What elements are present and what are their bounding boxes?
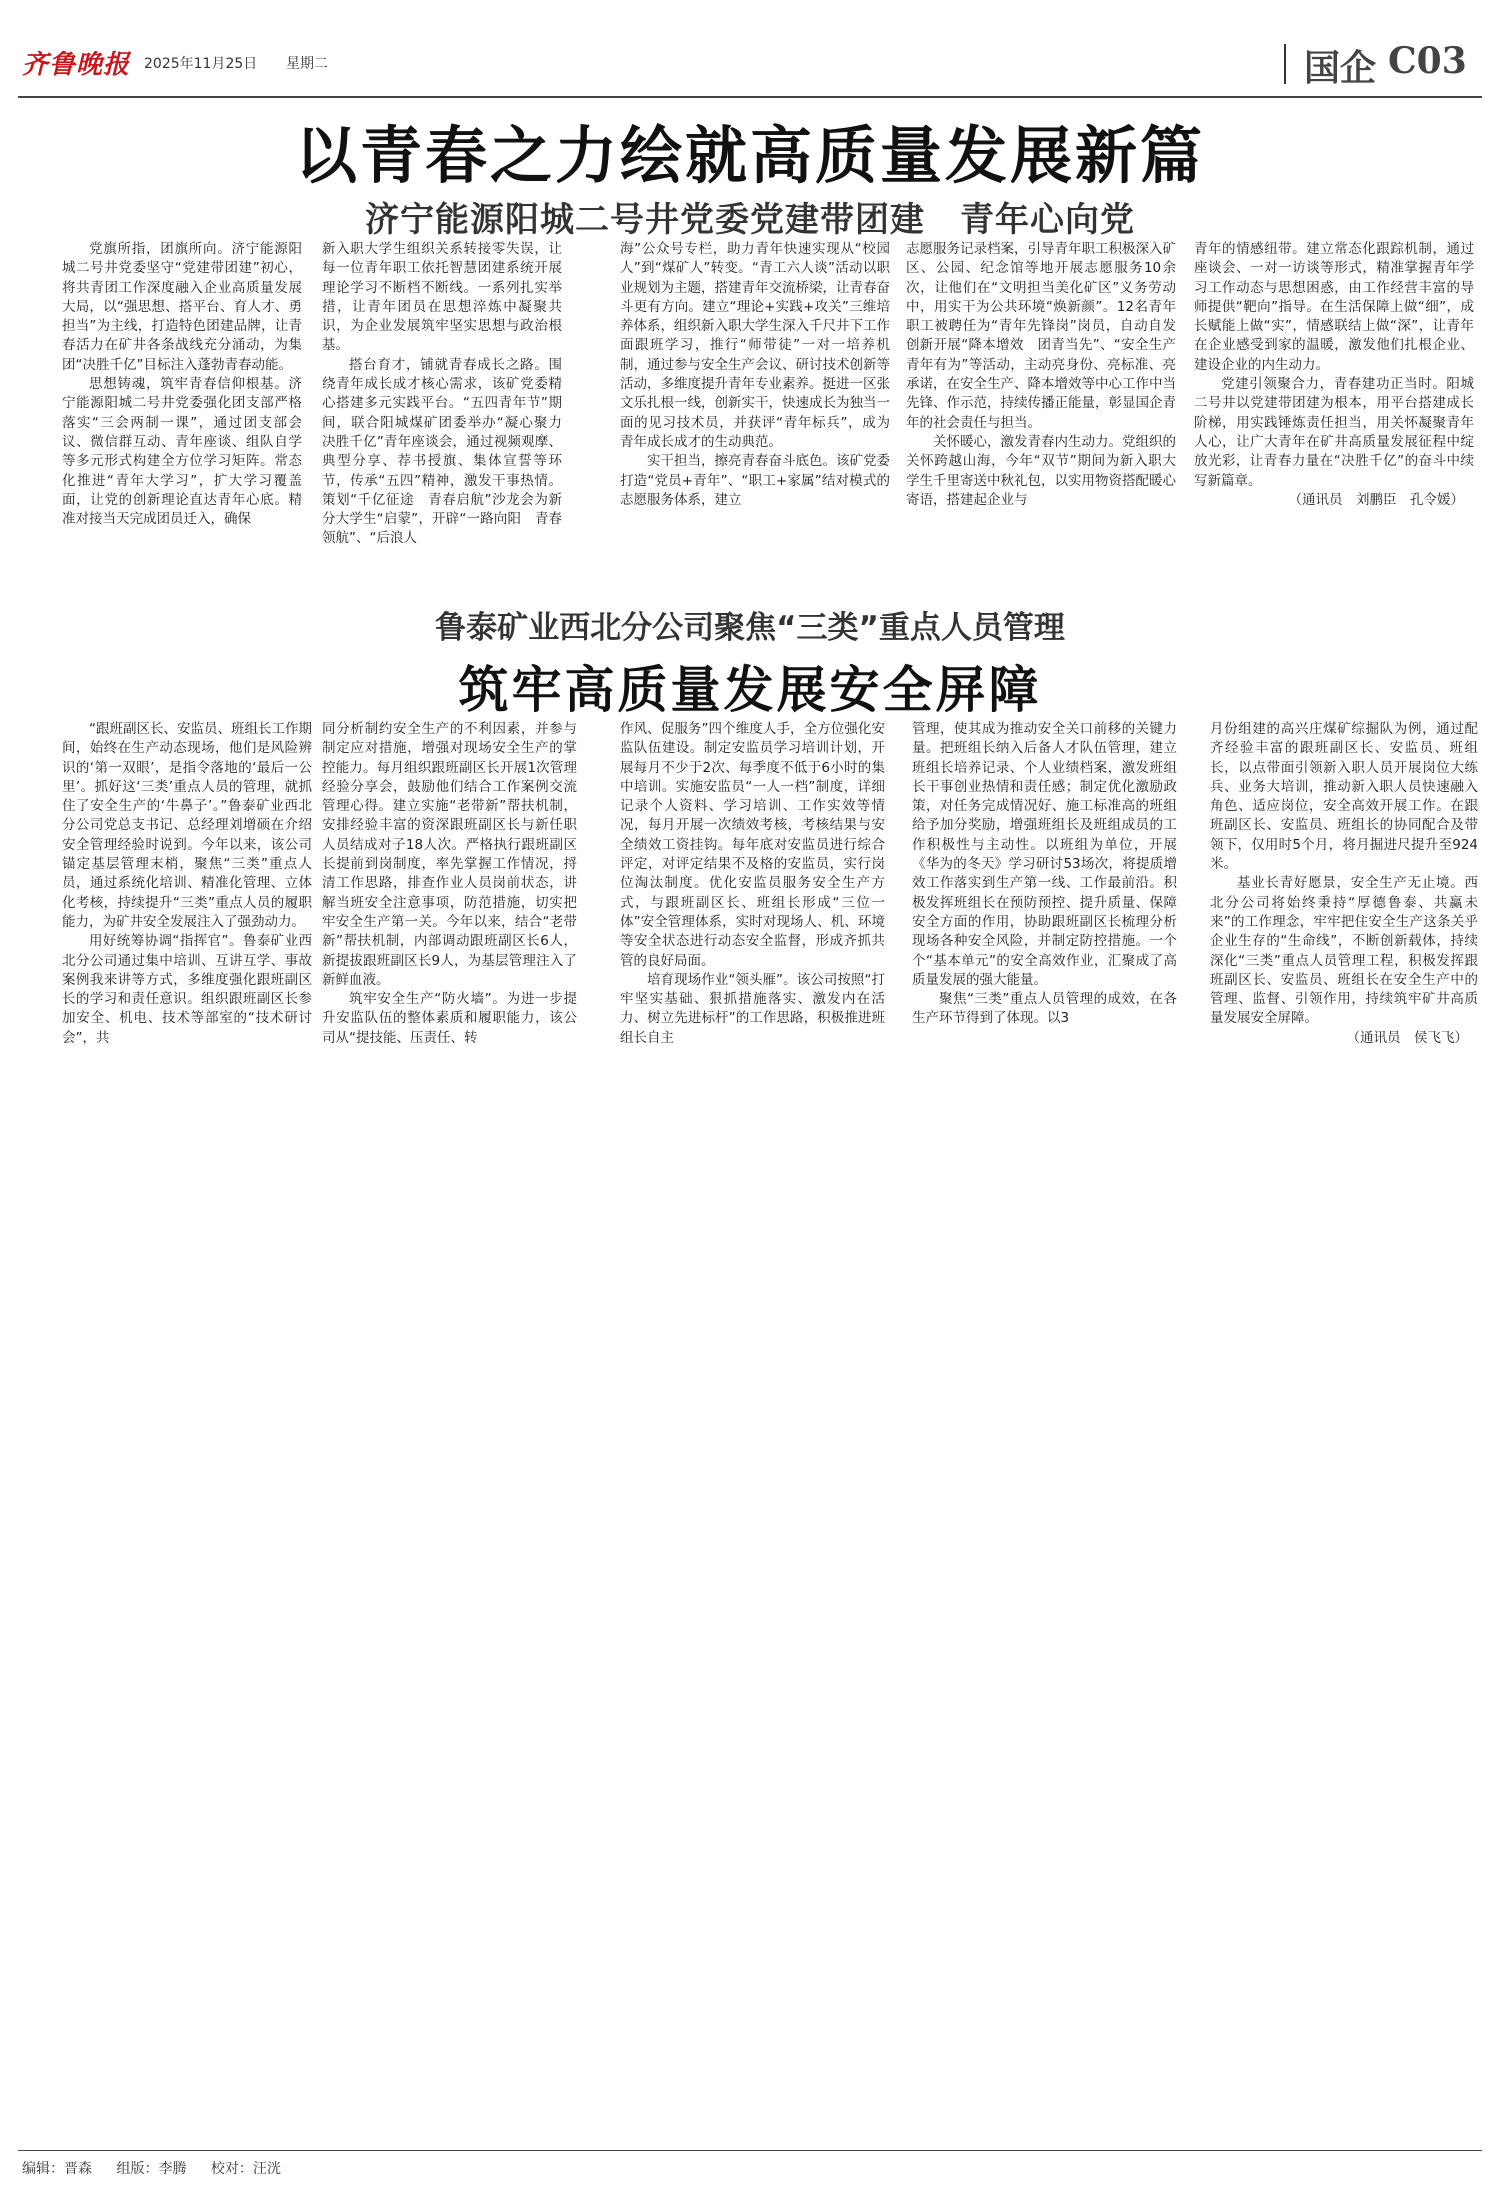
- article2-paragraph: 筑牢安全生产“防火墙”。为进一步提升安监队伍的整体素质和履职能力，该公司从“提技能、压责任、转: [322, 991, 577, 1046]
- section-name: 国企: [1304, 47, 1377, 89]
- editor-credit: 编辑：晋森: [22, 2161, 92, 2177]
- article2-column-1: [62, 720, 312, 1160]
- article1-paragraph: 搭台育才，铺就青春成长之路。围绕青年成长成才核心需求，该矿党委精心搭建多元实践平台。“五四青年节”期间，联合阳城煤矿团委举办“凝心聚力 决胜千亿”青年座谈会，通过视频观摩、典型分享、荐书授旗、集体宣誓等环节，传承“五四”精神，激发干事热情。策划“千亿征途 青春启航”沙龙会为新分大学生“启蒙”，开辟“一路向阳 青春领航”、“后浪人: [322, 356, 576, 547]
- article2-byline: （通讯员 侯飞飞）: [1346, 1029, 1468, 1046]
- article2-paragraph: “跟班副区长、安监员、班组长工作期间，始终在生产动态现场，他们是风险辨识的‘第一双眼’，是指令落地的‘最后一公里’。抓好这‘三类’重点人员的管理，就抓住了安全生产的‘牛鼻子’。”鲁泰矿业西北分公司党总支书记、总经理刘增硕在介绍安全管理经验时说到。今年以来，该公司锚定基层管理末梢，聚焦“三类”重点人员，通过系统化培训、精准化管理、立体化考核，持续提升“三类”重点人员的履职能力，为矿井安全发展注入了强劲动力。: [62, 721, 312, 930]
- proof-credit: 校对：汪洸: [210, 2161, 281, 2177]
- masthead: [18, 40, 1482, 92]
- article1-column-1: [62, 240, 302, 600]
- article2-paragraph: 管理，使其成为推动安全关口前移的关键力量。把班组长纳入后备人才队伍管理，建立班组长培养记录、个人业绩档案，激发班组长干事创业热情和责任感；制定优化激励政策，对任务完成情况好、施工标准高的班组给予加分奖励，增强班组长及班组成员的工作积极性与主动性。以班组为单位，开展《华为的冬天》学习研讨53场次，将提质增效工作落实到生产第一线、工作最前沿。积极发挥班组长在预防预控、提升质量、保障安全方面的作用，协助跟班副区长梳理分析现场各种安全风险，并制定防控措施。一个个“基本单元”的安全高效作业，汇聚成了高质量发展的强大能量。: [912, 721, 1177, 988]
- article2-column-5: [1210, 720, 1478, 1160]
- article1-subtitle: 济宁能源阳城二号井党委党建带团建 青年心向党: [365, 200, 1135, 240]
- article1-paragraph: 志愿服务记录档案，引导青年职工积极深入矿区、公园、纪念馆等地开展志愿服务10余次，让他们在“文明担当美化矿区”义务劳动中，用实干为公共环境“焕新颜”。12名青年职工被聘任为“青年先锋岗”岗员，自动自发创新开展“降本增效 团青当先”、“安全生产 青年有为”等活动，主动亮身份、亮标准、亮承诺，在安全生产、降本增效等中心工作中当先锋、作示范，持续传播正能量，彰显国企青年的社会责任与担当。: [906, 241, 1190, 431]
- article2-paragraph: 聚焦“三类”重点人员管理的成效，在各生产环节得到了体现。以3: [912, 991, 1177, 1027]
- article1-column-4: [906, 240, 1190, 600]
- article2-column-4: [912, 720, 1177, 1160]
- article2-paragraph: 月份组建的高兴庄煤矿综掘队为例，通过配齐经验丰富的跟班副区长、安监员、班组长，以点带面引领新入职人员开展岗位大练兵、业务大培训，推动新入职人员快速融入角色、适应岗位，安全高效开展工作。在跟班副区长、安监员、班组长的协同配合及带领下，仅用时5个月，将月掘进尺提升至924米。: [1210, 721, 1478, 873]
- article1-column-5: [1194, 240, 1474, 600]
- article1-paragraph: 思想铸魂，筑牢青春信仰根基。济宁能源阳城二号井党委强化团支部严格落实“三会两制一课”，通过团支部会议、微信群互动、青年座谈、组队自学等多元形式构建全方位学习矩阵。常态化推进“青年大学习”，扩大学习覆盖面，让党的创新理论直达青年心底。精准对接当天完成团员迁入，确保: [62, 376, 302, 528]
- article2-paragraph: 基业长青好愿景，安全生产无止境。西北分公司将始终秉持“厚德鲁泰、共赢未来”的工作理念，牢牢把住安全生产这条关乎企业生存的“生命线”，不断创新载体，持续深化“三类”重点人员管理工程，积极发挥跟班副区长、安监员、班组长在安全生产中的管理、监督、引领作用，持续筑牢矿井高质量发展安全屏障。: [1210, 875, 1478, 1027]
- article2-paragraph: 培育现场作业“领头雁”。该公司按照“打牢坚实基础、狠抓措施落实、激发内在活力、树立先进标杆”的工作思路，积极推进班组长自主: [620, 971, 885, 1046]
- article2-paragraph: 同分析制约安全生产的不利因素，并参与制定应对措施，增强对现场安全生产的掌控能力。每月组织跟班副区长开展1次管理经验分享会，鼓励他们结合工作案例交流管理心得。建立实施“老带新”帮扶机制，安排经验丰富的资深跟班副区长与新任职人员结成对子18人次。严格执行跟班副区长提前到岗制度，率先掌握工作情况，捋清工作思路，排查作业人员岗前状态，讲解当班安全注意事项，防范措施，切实把牢安全生产第一关。今年以来，结合“老带新”帮扶机制，内部调动跟班副区长6人，新提拔跟班副区长9人，为基层管理注入了新鲜血液。: [322, 721, 577, 988]
- article2-kicker: 鲁泰矿业西北分公司聚焦“三类”重点人员管理: [435, 610, 1065, 646]
- footer-credits: [22, 2158, 301, 2178]
- masthead-divider: [1284, 44, 1286, 84]
- article1-paragraph: 党旗所指，团旗所向。济宁能源阳城二号井党委坚守“党建带团建”初心，将共青团工作深度融入企业高质量发展大局，以“强思想、搭平台、育人才、勇担当”为主线，打造特色团建品牌，让青春活力在矿井各条战线充分涌动，为集团“决胜千亿”目标注入蓬勃青春动能。: [62, 241, 302, 373]
- article1-paragraph: 新入职大学生组织关系转接零失误，让每一位青年职工依托智慧团建系统开展理论学习不断档不断线。一系列扎实举措，让青年团员在思想淬炼中凝聚共识，为企业发展筑牢坚实思想与政治根基。: [322, 241, 562, 354]
- article2-column-2: [322, 720, 577, 1160]
- article1-paragraph: 实干担当，擦亮青春奋斗底色。该矿党委打造“党员+青年”、“职工+家属”结对模式的志愿服务体系，建立: [620, 453, 890, 508]
- article2-paragraph: 用好统筹协调“指挥官”。鲁泰矿业西北分公司通过集中培训、互讲互学、事故案例我来讲等方式，多维度强化跟班副区长的学习和责任意识。组织跟班副区长参加安全、机电、技术等部室的“技术研讨会”，共: [62, 933, 312, 1046]
- article1-byline: （通讯员 刘鹏臣 孔令媛）: [1288, 491, 1464, 508]
- article2-column-3: [620, 720, 885, 1160]
- article1-paragraph: 青年的情感纽带。建立常态化跟踪机制，通过座谈会、一对一访谈等形式，精准掌握青年学习工作动态与思想困惑，由工作经营丰富的导师提供“靶向”指导。在生活保障上做“细”，成长赋能上做“实”，情感联结上做“深”，让青年在企业感受到家的温暖，激发他们扎根企业、建设企业的内生动力。: [1194, 241, 1474, 373]
- layout-credit: 组版：李腾: [116, 2161, 187, 2177]
- publication-weekday: 星期二: [286, 56, 328, 72]
- newspaper-logo: 齐鲁晚报: [22, 50, 131, 80]
- article1-title: 以青春之力绘就高质量发展新篇: [294, 119, 1205, 192]
- article1-column-3: [620, 240, 890, 600]
- publication-date: 2025年11月25日: [144, 56, 258, 72]
- footer-rule: [18, 2150, 1482, 2151]
- article2-paragraph: 作风、促服务”四个维度人手，全方位强化安监队伍建设。制定安监员学习培训计划，开展每月不少于2次、每季度不低于6小时的集中培训。实施安监员“一人一档”制度，详细记录个人资料、学习培训、工作实效等情况，每月开展一次绩效考核，考核结果与安全绩效工资挂钩。每年底对安监员进行综合评定，对评定结果不及格的安监员，实行岗位淘汰制度。优化安监员服务安全生产方式，与跟班副区长、班组长形成“三位一体”安全管理体系，实时对现场人、机、环境等安全状态进行动态安全监督，形成齐抓共管的良好局面。: [620, 721, 885, 969]
- article1-paragraph: 海”公众号专栏，助力青年快速实现从“校园人”到“煤矿人”转变。“青工六人谈”活动以职业规划为主题，搭建青年交流桥梁，让青春奋斗更有方向。建立“理论+实践+攻关”三维培养体系，组织新入职大学生深入千尺井下工作面跟班学习，推行“师带徒”一对一培养机制，通过参与安全生产会议、研讨技术创新等活动，多维度提升青年专业素养。挺进一区张文乐扎根一线，创新实干，快速成长为独当一面的见习技术员，并获评“青年标兵”，成为青年成长成才的生动典范。: [620, 241, 890, 450]
- article1-paragraph: 党建引领聚合力，青春建功正当时。阳城二号井以党建带团建为根本，用平台搭建成长阶梯，用实践锤炼责任担当，用关怀凝聚青年人心，让广大青年在矿井高质量发展征程中绽放光彩，让青春力量在“决胜千亿”的奋斗中续写新篇章。: [1194, 376, 1474, 489]
- masthead-rule: [18, 96, 1482, 98]
- article2-title: 筑牢高质量发展安全屏障: [458, 660, 1042, 719]
- page-number: C03: [1388, 40, 1467, 82]
- article1-column-2: [322, 240, 576, 600]
- article1-paragraph: 关怀暖心，激发青春内生动力。党组织的关怀跨越山海，今年“双节”期间为新入职大学生千里寄送中秋礼包，以实用物资搭配暖心寄语，搭建起企业与: [906, 433, 1176, 508]
